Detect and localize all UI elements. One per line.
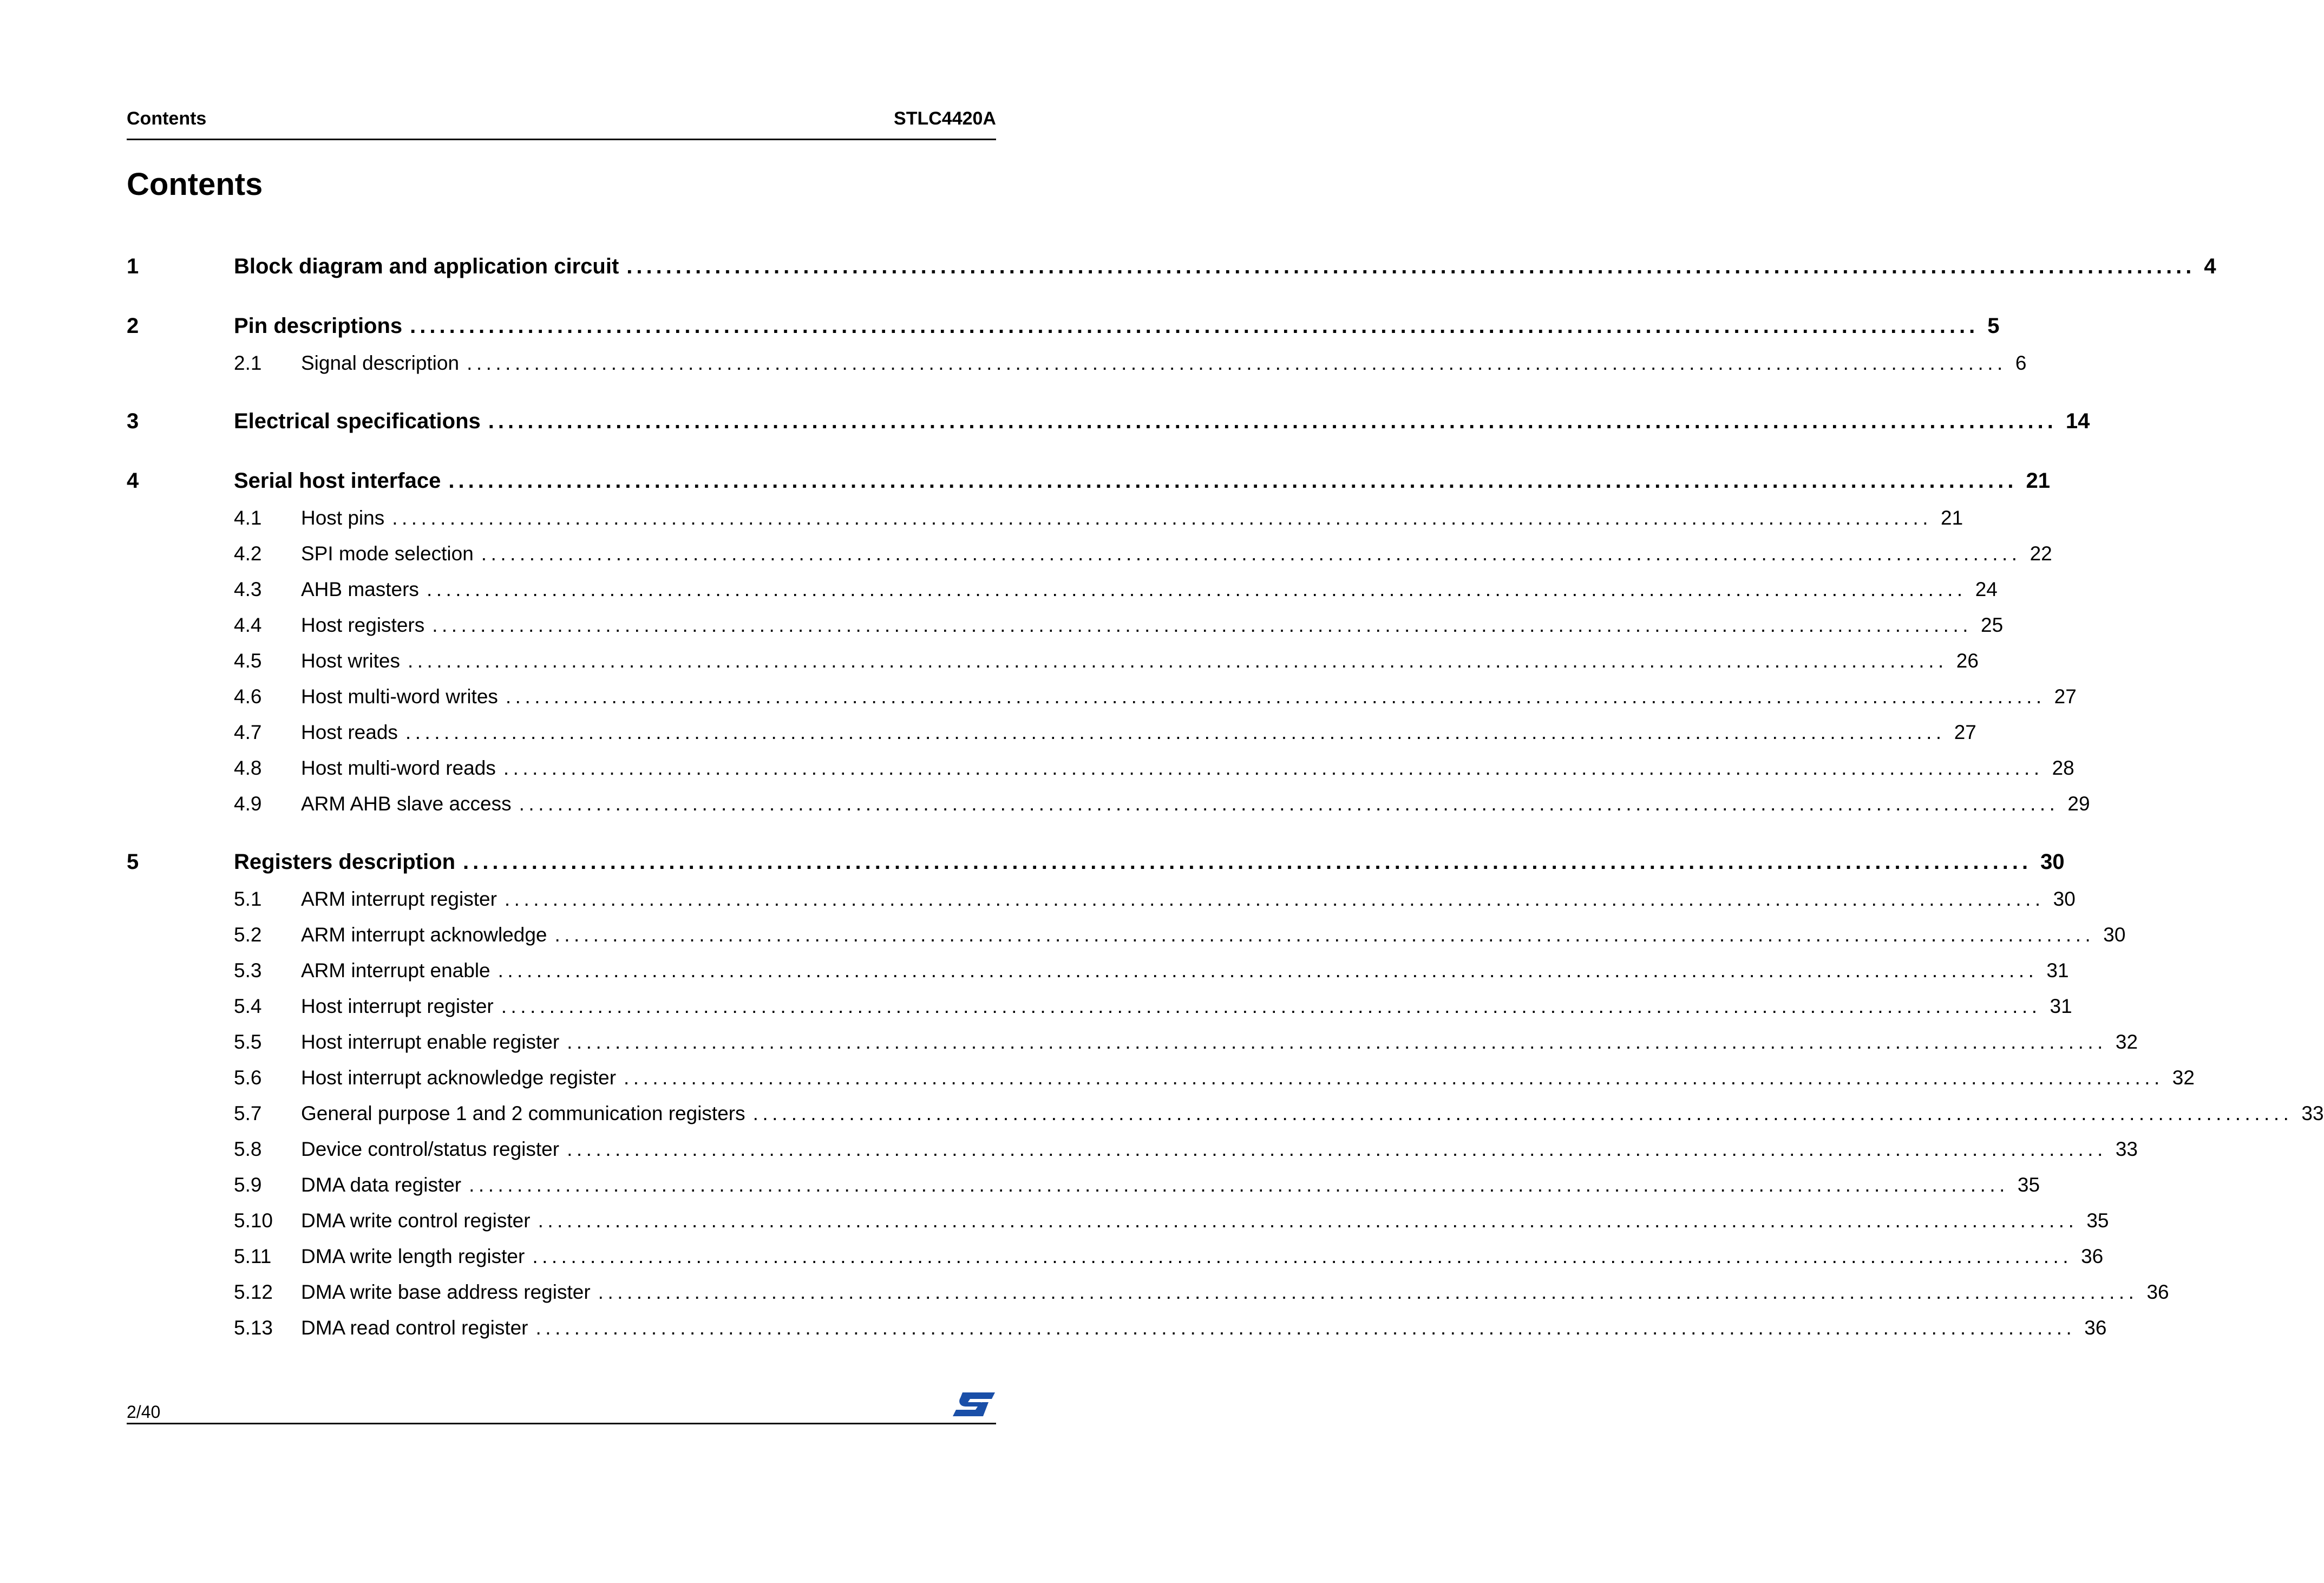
toc-entry-page: 21 — [1941, 507, 1963, 529]
toc-dot-leader: ................................................................................................................................................................ — [497, 959, 2038, 982]
toc-entry-page: 28 — [2052, 757, 2074, 779]
toc-entry-number: 4.1 — [234, 507, 262, 529]
toc-dot-leader: ................................................................................................................................................................ — [467, 352, 2007, 374]
toc-entry-label: ARM interrupt register — [301, 888, 497, 910]
toc-entry-label: Host interrupt register — [301, 995, 494, 1017]
toc-section-entry[interactable] — [127, 1209, 2109, 1238]
toc-dot-leader: ................................................................................................................................................................ — [504, 888, 2045, 910]
toc-entry-label: DMA write control register — [301, 1209, 531, 1232]
toc-entry-label: Signal description — [301, 352, 460, 374]
toc-entry-page: 27 — [2054, 685, 2077, 708]
toc-entry-number: 5.5 — [234, 1031, 262, 1053]
toc-entry-label: Host multi-word writes — [301, 685, 498, 708]
toc-entry-label: DMA read control register — [301, 1317, 528, 1339]
toc-section-entry[interactable] — [127, 1102, 2324, 1130]
toc-section-entry[interactable] — [127, 578, 1998, 606]
toc-section-entry[interactable] — [127, 685, 2077, 714]
toc-chapter-entry[interactable] — [127, 469, 2050, 499]
toc-entry-number: 2 — [127, 314, 139, 338]
document-page — [127, 0, 2324, 1583]
toc-dot-leader: ................................................................................................................................................................ — [432, 614, 1972, 636]
toc-entry-number: 5.6 — [234, 1067, 262, 1089]
toc-entry-label: Host multi-word reads — [301, 757, 496, 779]
toc-dot-leader: ................................................................................................................................................................ — [426, 578, 1967, 600]
toc-section-entry[interactable] — [127, 924, 2126, 952]
header-document-id: STLC4420A — [894, 108, 996, 129]
toc-entry-number: 1 — [127, 254, 139, 278]
toc-entry-number: 4.6 — [234, 685, 262, 708]
toc-entry-page: 29 — [2067, 793, 2090, 815]
toc-entry-page: 33 — [2301, 1102, 2324, 1124]
toc-entry-number: 4.5 — [234, 650, 262, 672]
toc-entry-number: 5.12 — [234, 1281, 273, 1303]
toc-entry-number: 2.1 — [234, 352, 262, 374]
toc-entry-number: 5.4 — [234, 995, 262, 1017]
toc-entry-page: 5 — [1987, 314, 2000, 338]
toc-entry-page: 21 — [2026, 469, 2050, 493]
toc-entry-label: Host pins — [301, 507, 385, 529]
toc-dot-leader: ................................................................................................................................................................ — [752, 1102, 2293, 1124]
toc-entry-number: 4.8 — [234, 757, 262, 779]
toc-section-entry[interactable] — [127, 888, 2076, 916]
toc-entry-label: General purpose 1 and 2 communication registers — [301, 1102, 745, 1124]
toc-section-entry[interactable] — [127, 1031, 2138, 1059]
toc-section-entry[interactable] — [127, 1067, 2195, 1095]
toc-section-entry[interactable] — [127, 1174, 2040, 1202]
footer-page-number: 2/40 — [127, 1402, 161, 1422]
toc-dot-leader: ................................................................................................................................................................ — [503, 757, 2044, 779]
toc-section-entry[interactable] — [127, 793, 2090, 821]
toc-dot-leader: ................................................................................................................................................................ — [505, 685, 2046, 708]
toc-entry-label: Host writes — [301, 650, 400, 672]
toc-entry-page: 36 — [2081, 1245, 2104, 1267]
toc-dot-leader: ................................................................................................................................................................ — [481, 542, 2021, 565]
toc-chapter-entry[interactable] — [127, 409, 2090, 440]
toc-dot-leader: ................................................................................................................................................................ — [624, 1067, 2164, 1089]
toc-dot-leader: ................................................................................................................................................................ — [501, 995, 2041, 1017]
toc-entry-page: 24 — [1975, 578, 1998, 600]
toc-entry-label: AHB masters — [301, 578, 419, 600]
toc-entry-label: Serial host interface — [234, 469, 441, 493]
toc-dot-leader: ................................................................................................................................................................ — [392, 507, 1932, 529]
header-section-name: Contents — [127, 108, 207, 129]
toc-entry-page: 31 — [2050, 995, 2072, 1017]
toc-dot-leader: ................................................................................................................................................................ — [532, 1245, 2073, 1267]
toc-dot-leader: ................................................................................................................................................................ — [535, 1317, 2076, 1339]
toc-entry-label: ARM interrupt acknowledge — [301, 924, 547, 946]
toc-entry-number: 5.9 — [234, 1174, 262, 1196]
toc-section-entry[interactable] — [127, 352, 2027, 380]
toc-entry-page: 36 — [2146, 1281, 2169, 1303]
toc-entry-number: 4.2 — [234, 542, 262, 565]
toc-chapter-entry[interactable] — [127, 314, 2000, 344]
toc-entry-number: 4 — [127, 469, 139, 493]
toc-entry-page: 6 — [2015, 352, 2027, 374]
toc-entry-number: 5.3 — [234, 959, 262, 982]
toc-entry-number: 5.11 — [234, 1245, 272, 1267]
toc-entry-label: DMA data register — [301, 1174, 462, 1196]
toc-entry-number: 4.4 — [234, 614, 262, 636]
toc-dot-leader: ................................................................................................................................................................ — [405, 721, 1946, 743]
toc-entry-number: 4.9 — [234, 793, 262, 815]
toc-section-entry[interactable] — [127, 1138, 2138, 1166]
toc-dot-leader: ................................................................................................................................................................ — [463, 850, 2032, 874]
toc-dot-leader: ................................................................................................................................................................ — [407, 650, 1948, 672]
toc-section-entry[interactable] — [127, 1245, 2104, 1273]
toc-entry-label: DMA write base address register — [301, 1281, 591, 1303]
toc-dot-leader: ................................................................................................................................................................ — [469, 1174, 2009, 1196]
toc-entry-number: 3 — [127, 409, 139, 433]
toc-entry-page: 30 — [2053, 888, 2076, 910]
toc-entry-page: 22 — [2030, 542, 2052, 565]
st-logo — [952, 1390, 996, 1418]
toc-section-entry[interactable] — [127, 507, 1963, 535]
toc-entry-number: 5.1 — [234, 888, 262, 910]
toc-section-entry[interactable] — [127, 650, 1979, 678]
toc-section-entry[interactable] — [127, 721, 1976, 749]
toc-entry-label: ARM AHB slave access — [301, 793, 512, 815]
toc-entry-label: DMA write length register — [301, 1245, 525, 1267]
toc-entry-label: Pin descriptions — [234, 314, 403, 338]
toc-entry-page: 27 — [1954, 721, 1976, 743]
toc-entry-page: 4 — [2204, 254, 2216, 278]
toc-dot-leader: ................................................................................................................................................................ — [538, 1209, 2078, 1232]
toc-chapter-entry[interactable] — [127, 254, 2216, 285]
toc-entry-page: 26 — [1956, 650, 1979, 672]
toc-dot-leader: ................................................................................................................................................................ — [567, 1031, 2107, 1053]
toc-entry-label: Electrical specifications — [234, 409, 481, 433]
toc-entry-page: 33 — [2115, 1138, 2138, 1160]
toc-entry-label: Host interrupt enable register — [301, 1031, 560, 1053]
toc-entry-page: 32 — [2172, 1067, 2195, 1089]
toc-section-entry[interactable] — [127, 959, 2069, 987]
toc-entry-page: 35 — [2017, 1174, 2040, 1196]
toc-entry-number: 5.10 — [234, 1209, 273, 1232]
toc-entry-label: Device control/status register — [301, 1138, 560, 1160]
toc-section-entry[interactable] — [127, 757, 2074, 785]
toc-chapter-entry[interactable] — [127, 850, 2065, 880]
footer-rule — [127, 1423, 996, 1424]
toc-entry-page: 30 — [2103, 924, 2126, 946]
toc-entry-label: ARM interrupt enable — [301, 959, 490, 982]
toc-dot-leader: ................................................................................................................................................................ — [519, 793, 2059, 815]
toc-entry-number: 4.3 — [234, 578, 262, 600]
toc-entry-page: 35 — [2086, 1209, 2109, 1232]
toc-entry-page: 25 — [1981, 614, 2004, 636]
toc-dot-leader: ................................................................................................................................................................ — [488, 409, 2057, 433]
running-header — [127, 108, 996, 134]
toc-entry-number: 4.7 — [234, 721, 262, 743]
toc-dot-leader: ................................................................................................................................................................ — [626, 254, 2196, 278]
toc-entry-number: 5.8 — [234, 1138, 262, 1160]
toc-entry-label: Host reads — [301, 721, 398, 743]
toc-entry-label: Host interrupt acknowledge register — [301, 1067, 617, 1089]
toc-entry-label: Block diagram and application circuit — [234, 254, 619, 278]
toc-entry-number: 5.2 — [234, 924, 262, 946]
toc-dot-leader: ................................................................................................................................................................ — [598, 1281, 2138, 1303]
toc-entry-number: 5.7 — [234, 1102, 262, 1124]
toc-entry-label: Host registers — [301, 614, 425, 636]
toc-dot-leader: ................................................................................................................................................................ — [410, 314, 1979, 338]
toc-section-entry[interactable] — [127, 1317, 2107, 1345]
page-title: Contents — [127, 167, 263, 202]
toc-entry-label: SPI mode selection — [301, 542, 474, 565]
toc-entry-number: 5.13 — [234, 1317, 273, 1339]
toc-dot-leader: ................................................................................................................................................................ — [567, 1138, 2107, 1160]
toc-entry-page: 14 — [2065, 409, 2090, 433]
toc-dot-leader: ................................................................................................................................................................ — [554, 924, 2095, 946]
toc-entry-page: 36 — [2084, 1317, 2107, 1339]
toc-entry-page: 31 — [2046, 959, 2069, 982]
toc-entry-page: 30 — [2040, 850, 2065, 874]
toc-entry-number: 5 — [127, 850, 139, 874]
toc-section-entry[interactable] — [127, 995, 2072, 1023]
toc-entry-page: 32 — [2115, 1031, 2138, 1053]
header-rule — [127, 139, 996, 140]
toc-section-entry[interactable] — [127, 542, 2052, 571]
toc-entry-label: Registers description — [234, 850, 456, 874]
toc-section-entry[interactable] — [127, 614, 2004, 642]
toc-section-entry[interactable] — [127, 1281, 2169, 1309]
toc-dot-leader: ................................................................................................................................................................ — [448, 469, 2018, 493]
